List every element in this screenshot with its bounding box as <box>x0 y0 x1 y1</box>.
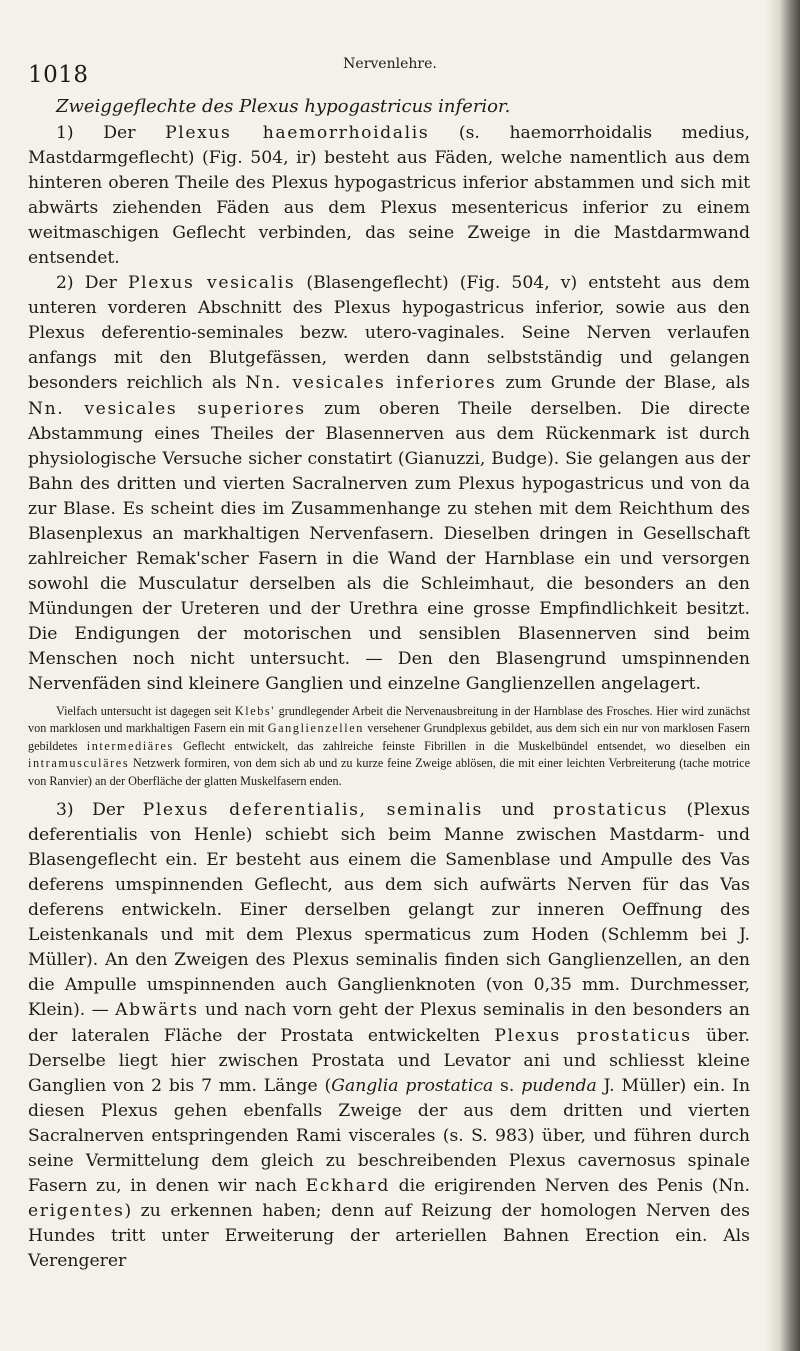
term-klebs: Klebs' <box>234 704 276 719</box>
page-edge-shadow <box>766 0 800 1351</box>
term-erigentes: erigentes <box>28 1200 125 1221</box>
page-content <box>28 96 750 1274</box>
small-print-note: Vielfach untersucht ist dagegen seit Klebs' grundlegender Arbeit die Nervenausbreitung in der Harnblase des Frosches. Hier wird zunächst von marklosen und markhaltigen Fasern ein mit Ganglienzellen versehener Grundplexus gebildet, aus dem sich ein nur von marklosen Fasern gebildetes intermediäres Geflecht entwickelt, das zahlreiche feinste Fibrillen in die Muskelbündel entsendet, wo dieselben ein intramusculäres Netzwerk formiren, von dem sich ab und zu kurze feine Zweige ablösen, die mit einer leichten Verbreiterung (tache motrice von Ranvier) an der Oberfläche der glatten Muskelfasern enden. <box>28 704 751 788</box>
term-prostaticus: prostaticus <box>552 800 669 821</box>
section-title: Zweiggeflechte des Plexus hypogastricus inferior. <box>56 96 511 117</box>
term-pudenda: pudenda <box>521 1075 597 1096</box>
page-number: 1018 <box>28 62 89 88</box>
term-abwaerts: Abwärts <box>115 1000 199 1021</box>
term-plexus-prostaticus: Plexus prostaticus <box>494 1025 692 1046</box>
term-intermediaeres: intermediäres <box>86 738 174 753</box>
term-nn-vesicales-inferiores: Nn. vesicales inferiores <box>245 373 497 394</box>
term-plexus-vesicalis: Plexus vesicalis <box>127 273 296 294</box>
page-header <box>28 48 752 88</box>
term-eckhard: Eckhard <box>305 1175 390 1196</box>
term-plexus-deferentialis-seminalis: Plexus deferentialis, seminalis <box>142 800 483 821</box>
paragraph-plexus-vesicalis: 2) Der Plexus vesicalis (Blasengeflecht) (Fig. 504, v) entsteht aus dem unteren vorderen Abschnitt des Plexus hypogastricus inferior, sowie aus den Plexus deferentio-seminales bezw. utero-vaginales. Seine Nerven verlaufen anfangs mit den Blutgefässen, werden dann selbstständig und gelangen besonders reichlich als Nn. vesicales inferiores zum Grunde der Blase, als Nn. vesicales superiores zum oberen Theile derselben. Die directe Abstammung eines Theiles der Blasennerven aus dem Rückenmark ist durch physiologische Versuche sicher constatirt (Gianuzzi, Budge). Sie gelangen aus der Bahn des dritten und vierten Sacralnerven zum Plexus hypogastricus und von da zur Blase. Es scheint dies im Zusammenhange zu stehen mit dem Reichthum des Blasenplexus an markhaltigen Nervenfasern. Dieselben dringen in Gesellschaft zahlreicher Remak'scher Fasern in die Wand der Harnblase ein und versorgen sowohl die Musculatur derselben als die Schleimhaut, die besonders an den Mündungen der Ureteren und der Urethra eine grosse Empfindlichkeit besitzt. Die Endigungen der motorischen und sensiblen Blasennerven sind beim Menschen noch nicht untersucht. — Den den Blasengrund umspinnenden Nervenfäden sind kleinere Ganglien und einzelne Ganglienzellen angelagert. <box>28 273 750 695</box>
term-ganglienzellen: Ganglienzellen <box>267 721 364 736</box>
term-nn-vesicales-superiores: Nn. vesicales superiores <box>28 398 306 419</box>
term-ganglia-prostatica: Ganglia prostatica <box>331 1075 494 1096</box>
term-plexus-haemorrhoidalis: Plexus haemorrhoidalis <box>165 123 430 143</box>
paragraph-plexus-deferentialis: 3) Der Plexus deferentialis, seminalis und prostaticus (Plexus deferentialis von Henle) schiebt sich beim Manne zwischen Mastdarm- und Blasengeflecht ein. Er besteht aus einem die Samenblase und Ampulle des Vas deferens umspinnenden Geflecht, aus dem sich aufwärts Nerven für das Vas deferens entwickeln. Einer derselben gelangt zur inneren Oeffnung des Leistenkanals und mit dem Plexus spermaticus zum Hoden (Schlemm bei J. Müller). An den Zweigen des Plexus seminalis finden sich Ganglienzellen, an den die Ampulle umspinnenden auch Ganglienknoten (von 0,35 mm. Durchmesser, Klein). — Abwärts und nach vorn geht der Plexus seminalis in den besonders an der lateralen Fläche der Prostata entwickelten Plexus prostaticus über. Derselbe liegt hier zwischen Prostata und Levator ani und schliesst kleine Ganglien von 2 bis 7 mm. Länge (Ganglia prostatica s. pudenda J. Müller) ein. In diesen Plexus gehen ebenfalls Zweige der aus dem dritten und vierten Sacralnerven entspringenden Rami viscerales (s. S. 983) über, und führen durch seine Vermittelung dem gleich zu beschreibenden Plexus cavernosus spinale Fasern zu, in denen wir nach Eckhard die erigirenden Nerven des Penis (Nn. erigentes) zu erkennen haben; denn auf Reizung der homologen Nerven des Hundes tritt unter Erweiterung der arteriellen Bahnen Erection ein. Als Verengerer <box>28 800 751 1271</box>
term-intramusculaeres: intramusculäres <box>28 756 130 771</box>
paragraph-plexus-haemorrhoidalis: 1) Der Plexus haemorrhoidalis (s. haemorrhoidalis medius, Mastdarmgeflecht) (Fig. 504, ir) besteht aus Fäden, welche namentlich aus dem hinteren oberen Theile des Plexus hypogastricus inferior abstammen und sich mit abwärts ziehenden Fäden aus dem Plexus mesentericus inferior zu einem weitmaschigen Geflecht verbinden, das seine Zweige in die Mastdarmwand entsendet. <box>28 123 750 269</box>
running-title: Nervenlehre. <box>343 56 437 72</box>
